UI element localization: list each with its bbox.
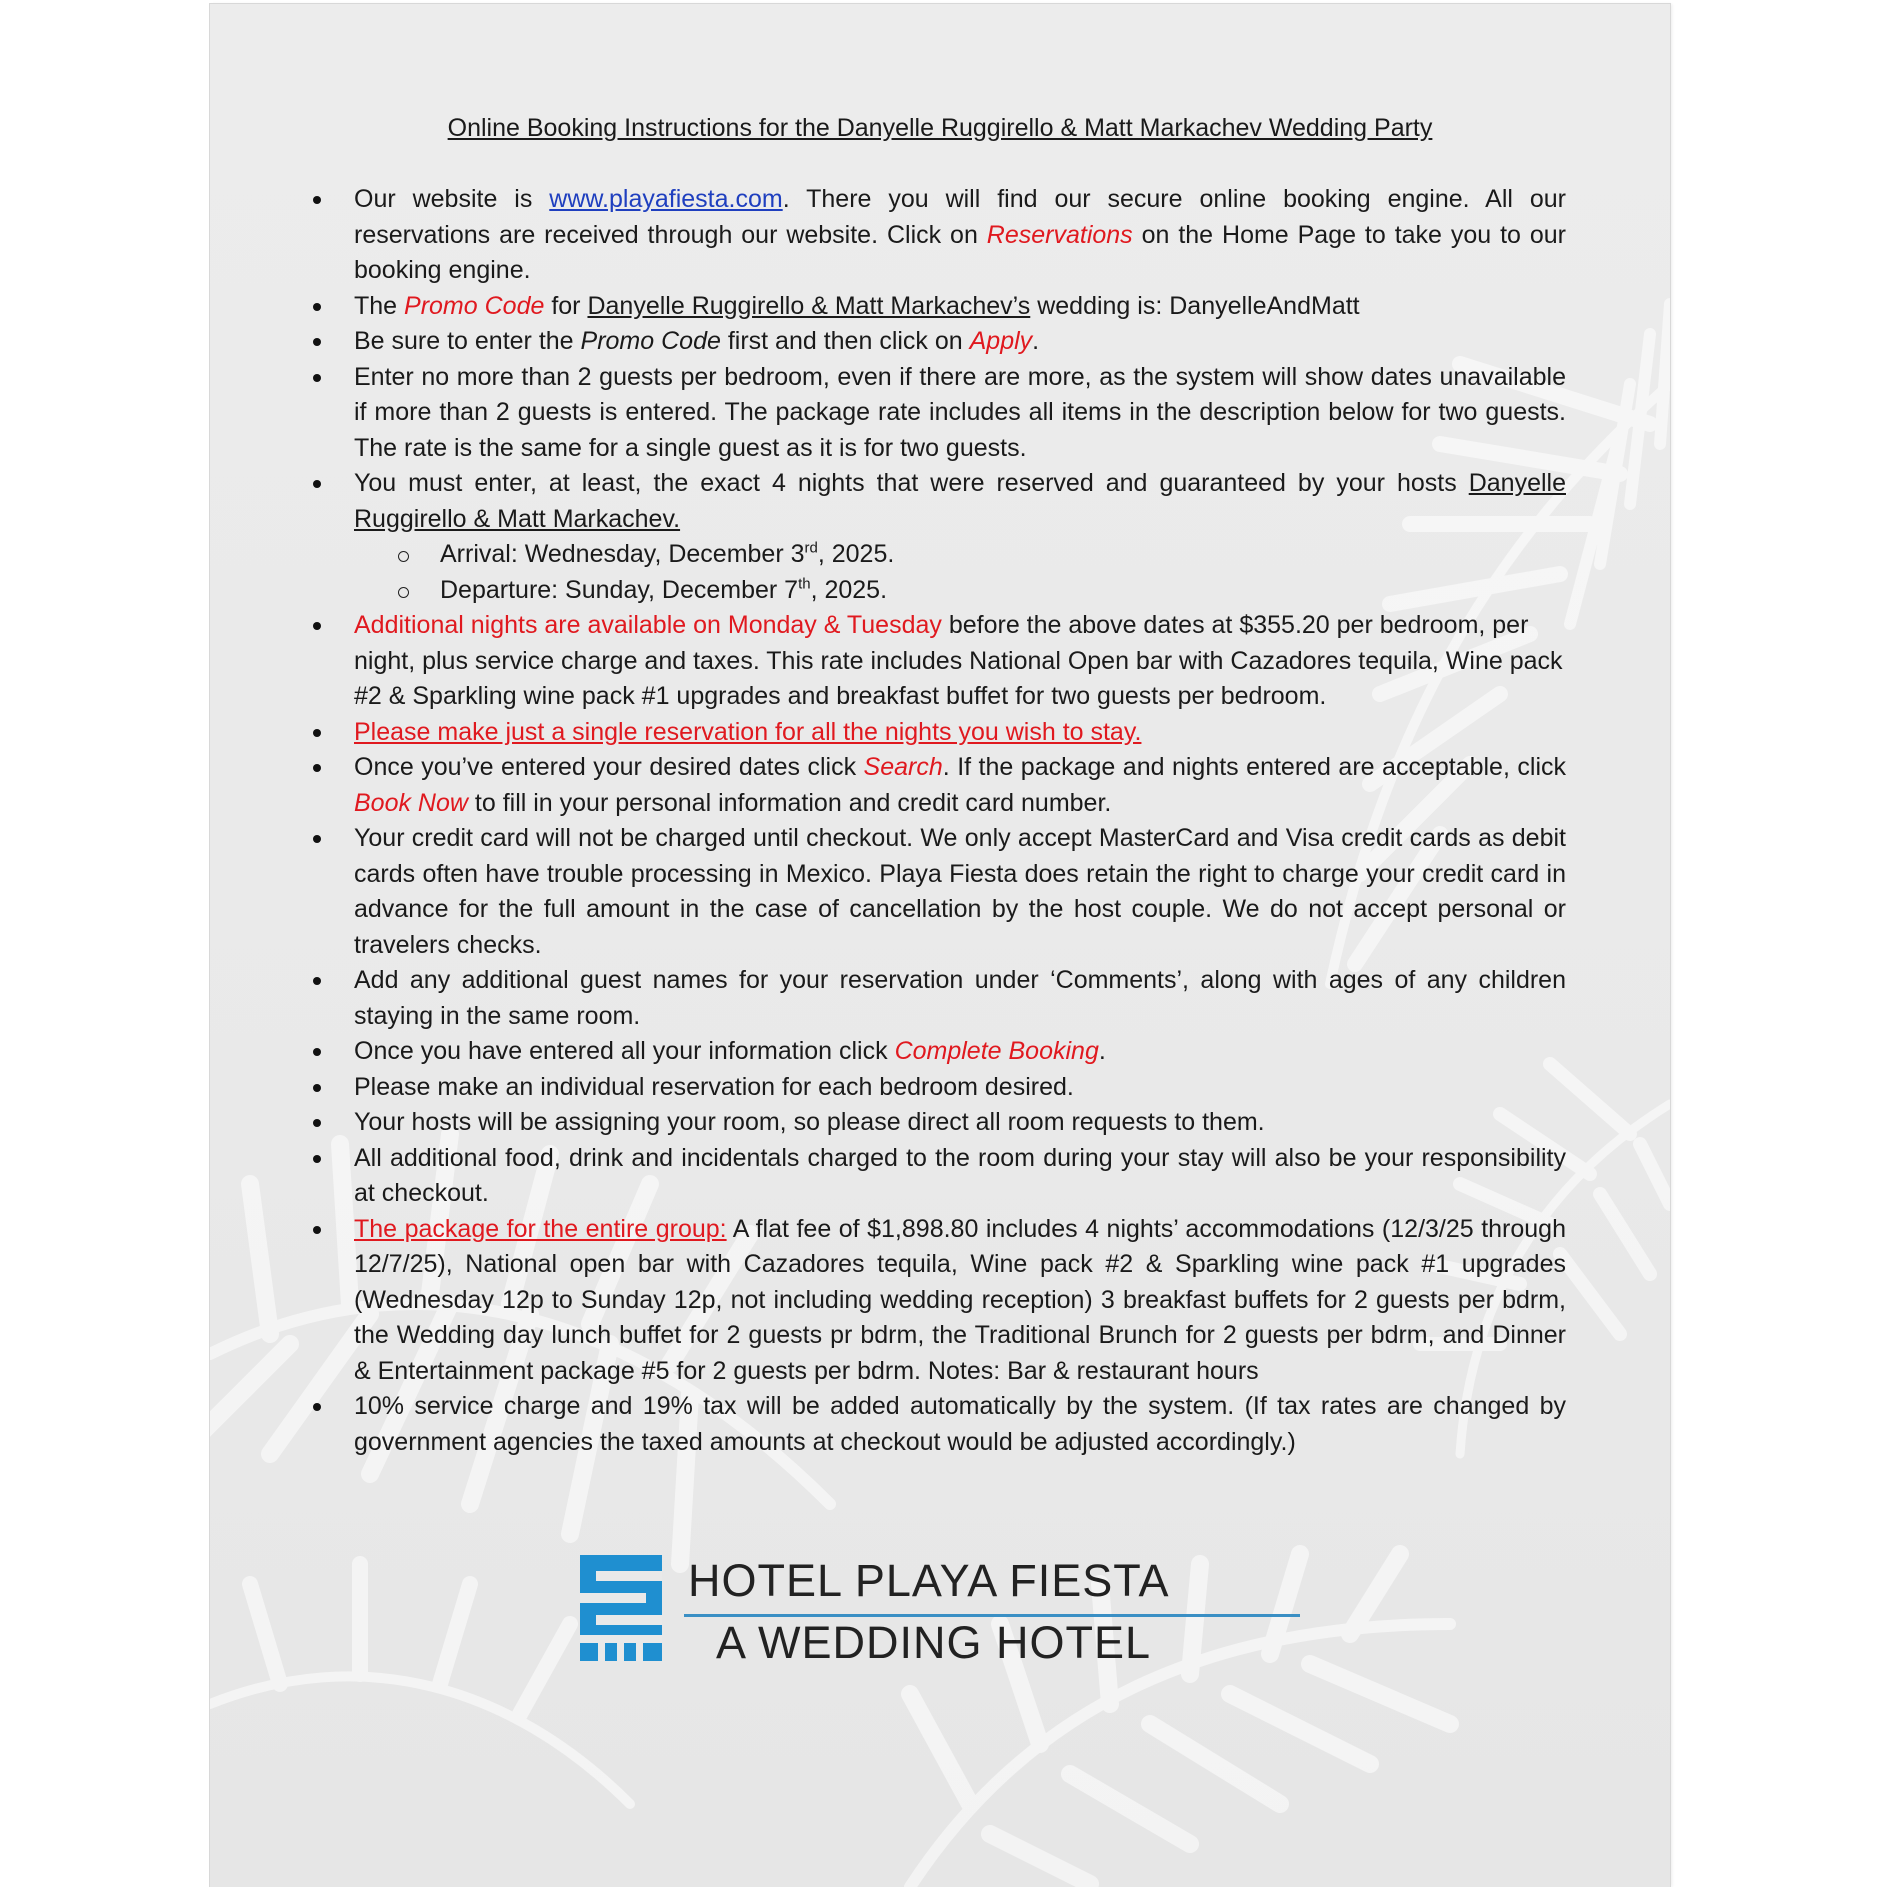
list-item: 10% service charge and 19% tax will be added automatically by the system. (If tax rates are changed by government agencies the taxed amounts at checkout would be adjusted accordingly.) — [354, 1389, 1566, 1460]
instruction-list — [354, 182, 1566, 1460]
list-item: Once you’ve entered your desired dates click Search. If the package and nights entered are acceptable, click Book Now to fill in your personal information and credit card number. — [354, 750, 1566, 821]
list-item: The package for the entire group: A flat fee of $1,898.80 includes 4 nights’ accommodations (12/3/25 through 12/7/25), National open bar with Cazadores tequila, Wine pack #2 & Sparkling wine pack #1 upgrades (Wednesday 12p to Sunday 12p, not including wedding reception) 3 breakfast buffets for 2 guests per bdrm, the Wedding day lunch buffet for 2 guests pr bdrm, the Traditional Brunch for 2 guests per bdrm, and Dinner & Entertainment package #5 for 2 guests per bdrm. Notes: Bar & restaurant hours — [354, 1212, 1566, 1390]
date-sublist — [354, 537, 1566, 608]
list-item: Additional nights are available on Monday & Tuesday before the above dates at $355.20 per bedroom, per night, plus service charge and taxes. This rate includes National Open bar with Cazadores tequila, Wine pack #2 & Sparkling wine pack #1 upgrades and breakfast buffet for two guests per bedroom. — [354, 608, 1566, 715]
arrival-date: Arrival: Wednesday, December 3rd, 2025. — [354, 537, 1566, 573]
list-item: Your hosts will be assigning your room, so please direct all room requests to them. — [354, 1105, 1566, 1141]
reservations-keyword: Reservations — [986, 220, 1133, 249]
list-item: Your credit card will not be charged until checkout. We only accept MasterCard and Visa credit cards as debit cards often have trouble processing in Mexico. Playa Fiesta does retain the right to charge your credit card in advance for the full amount in the case of cancellation by the host couple. We do not accept personal or travelers checks. — [354, 821, 1566, 963]
package-heading: The package for the entire group: — [354, 1214, 727, 1243]
list-item: The Promo Code for Danyelle Ruggirello & Matt Markachev’s wedding is: DanyelleAndMatt — [354, 289, 1566, 325]
logo-hotel-name: HOTEL PLAYA FIESTA — [688, 1555, 1170, 1606]
playa-fiesta-logo-icon — [580, 1555, 662, 1661]
departure-date: Departure: Sunday, December 7th, 2025. — [354, 573, 1566, 609]
list-item: Be sure to enter the Promo Code first and then click on Apply. — [354, 324, 1566, 360]
list-item: Enter no more than 2 guests per bedroom, even if there are more, as the system will show dates unavailable if more than 2 guests is entered. The package rate includes all items in the description below for two guests. The rate is the same for a single guest as it is for two guests. — [354, 360, 1566, 467]
website-link[interactable]: www.playafiesta.com — [549, 185, 783, 213]
list-item: Please make an individual reservation for each bedroom desired. — [354, 1070, 1566, 1106]
list-item: All additional food, drink and incidentals charged to the room during your stay will also be your responsibility at checkout. — [354, 1141, 1566, 1212]
logo-tagline: A WEDDING HOTEL — [716, 1617, 1152, 1668]
list-item: Our website is www.playafiesta.com. There you will find our secure online booking engine. All our reservations are received through our website. Click on Reservations on the Home Page to take you to our booking engine. — [354, 182, 1566, 289]
list-item: Once you have entered all your information click Complete Booking. — [354, 1034, 1566, 1070]
document-page — [210, 4, 1670, 1887]
document-title: Online Booking Instructions for the Danyelle Ruggirello & Matt Markachev Wedding Party — [447, 114, 1433, 142]
list-item: Please make just a single reservation for all the nights you wish to stay. — [354, 715, 1566, 751]
list-item: You must enter, at least, the exact 4 nights that were reserved and guaranteed by your hosts Danyelle Ruggirello & Matt Markachev. Arrival: Wednesday, December 3rd, 2025. Departure: Sunday, December 7th, 2025. — [354, 466, 1566, 608]
hotel-logo — [580, 1555, 1320, 1670]
list-item: Add any additional guest names for your reservation under ‘Comments’, along with ages of any children staying in the same room. — [354, 963, 1566, 1034]
